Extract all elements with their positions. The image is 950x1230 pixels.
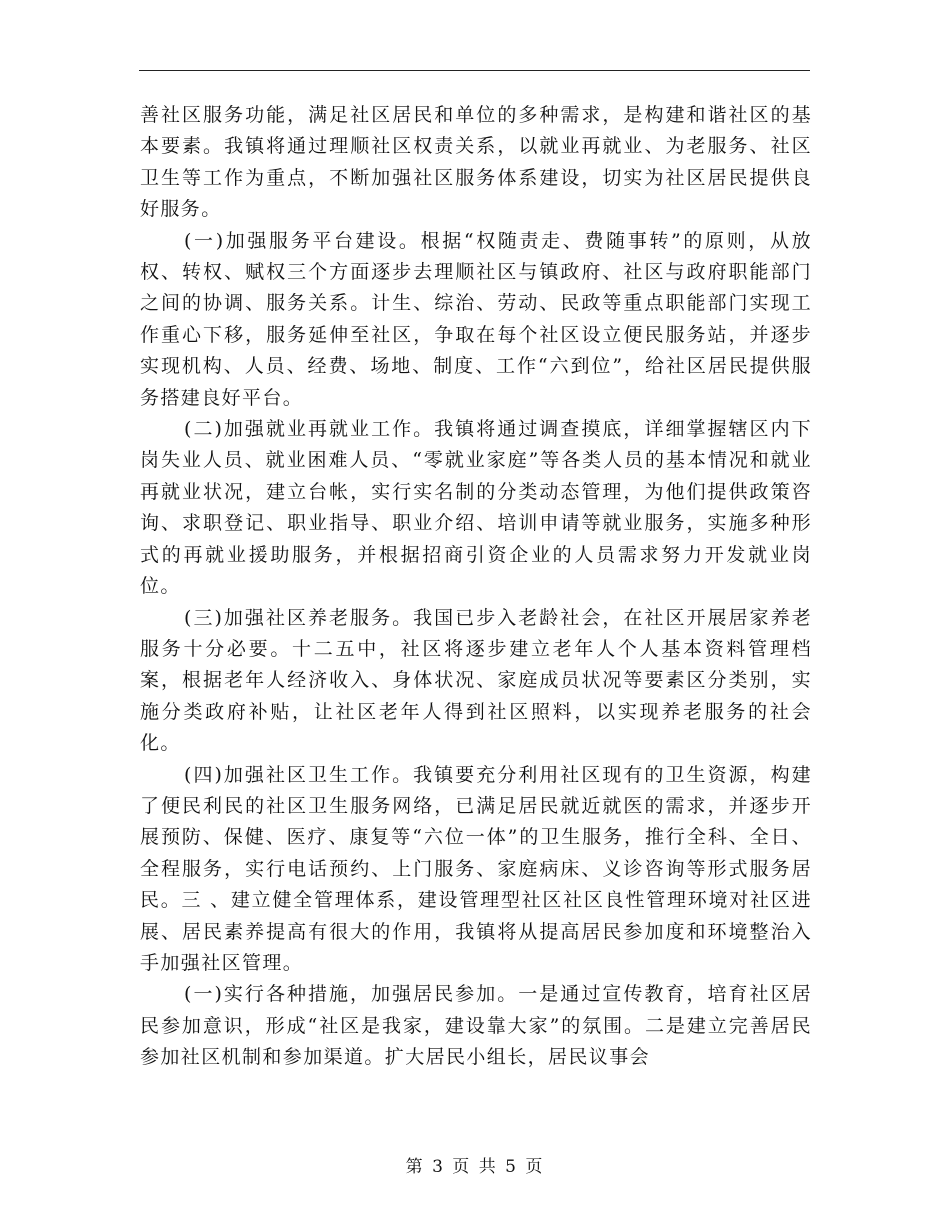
paragraph-service-platform: (一)加强服务平台建设。根据“权随责走、费随事转”的原则，从放权、转权、赋权三个方面逐步去理顺社区与镇政府、社区与政府职能部门之间的协调、服务关系。计生、综治、劳动、民政等重点职能部门实现工作重心下移，服务延伸至社区，争取在每个社区设立便民服务站，并逐步实现机构、人员、经费、场地、制度、工作“六到位”，给社区居民提供服务搭建良好平台。	[140, 229, 812, 409]
paragraph-employment: (二)加强就业再就业工作。我镇将通过调查摸底，详细掌握辖区内下岗失业人员、就业困难人员、“零就业家庭”等各类人员的基本情况和就业再就业状况，建立台帐，实行实名制的分类动态管理，为他们提供政策咨询、求职登记、职业指导、职业介绍、培训申请等就业服务，实施多种形式的再就业援助服务，并根据招商引资企业的人员需求努力开发就业岗位。	[140, 418, 812, 598]
header-rule	[139, 70, 810, 71]
paragraph-elderly-care: (三)加强社区养老服务。我国已步入老龄社会，在社区开展居家养老服务十分必要。十二五中，社区将逐步建立老年人个人基本资料管理档案，根据老年人经济收入、身体状况、家庭成员状况等要素区分类别，实施分类政府补贴，让社区老年人得到社区照料，以实现养老服务的社会化。	[140, 606, 812, 755]
page-number: 第 3 页 共 5 页	[405, 1157, 545, 1177]
document-body	[140, 100, 812, 1074]
paragraph-resident-participation: (一)实行各种措施，加强居民参加。一是通过宣传教育，培育社区居民参加意识，形成“社区是我家，建设靠大家”的氛围。二是建立完善居民参加社区机制和参加渠道。扩大居民小组长，居民议事会	[140, 983, 812, 1069]
paragraph-community-health: (四)加强社区卫生工作。我镇要充分利用社区现有的卫生资源，构建了便民利民的社区卫生服务网络，已满足居民就近就医的需求，并逐步开展预防、保健、医疗、康复等“六位一体”的卫生服务，推行全科、全日、全程服务，实行电话预约、上门服务、家庭病床、义诊咨询等形式服务居民。三 、建立健全管理体系，建设管理型社区社区良性管理环境对社区进展、居民素养提高有很大的作用，我镇将从提高居民参加度和环境整治入手加强社区管理。	[140, 763, 812, 974]
paragraph-intro: 善社区服务功能，满足社区居民和单位的多种需求，是构建和谐社区的基本要素。我镇将通过理顺社区权责关系，以就业再就业、为老服务、社区卫生等工作为重点，不断加强社区服务体系建设，切实为社区居民提供良好服务。	[140, 104, 812, 221]
